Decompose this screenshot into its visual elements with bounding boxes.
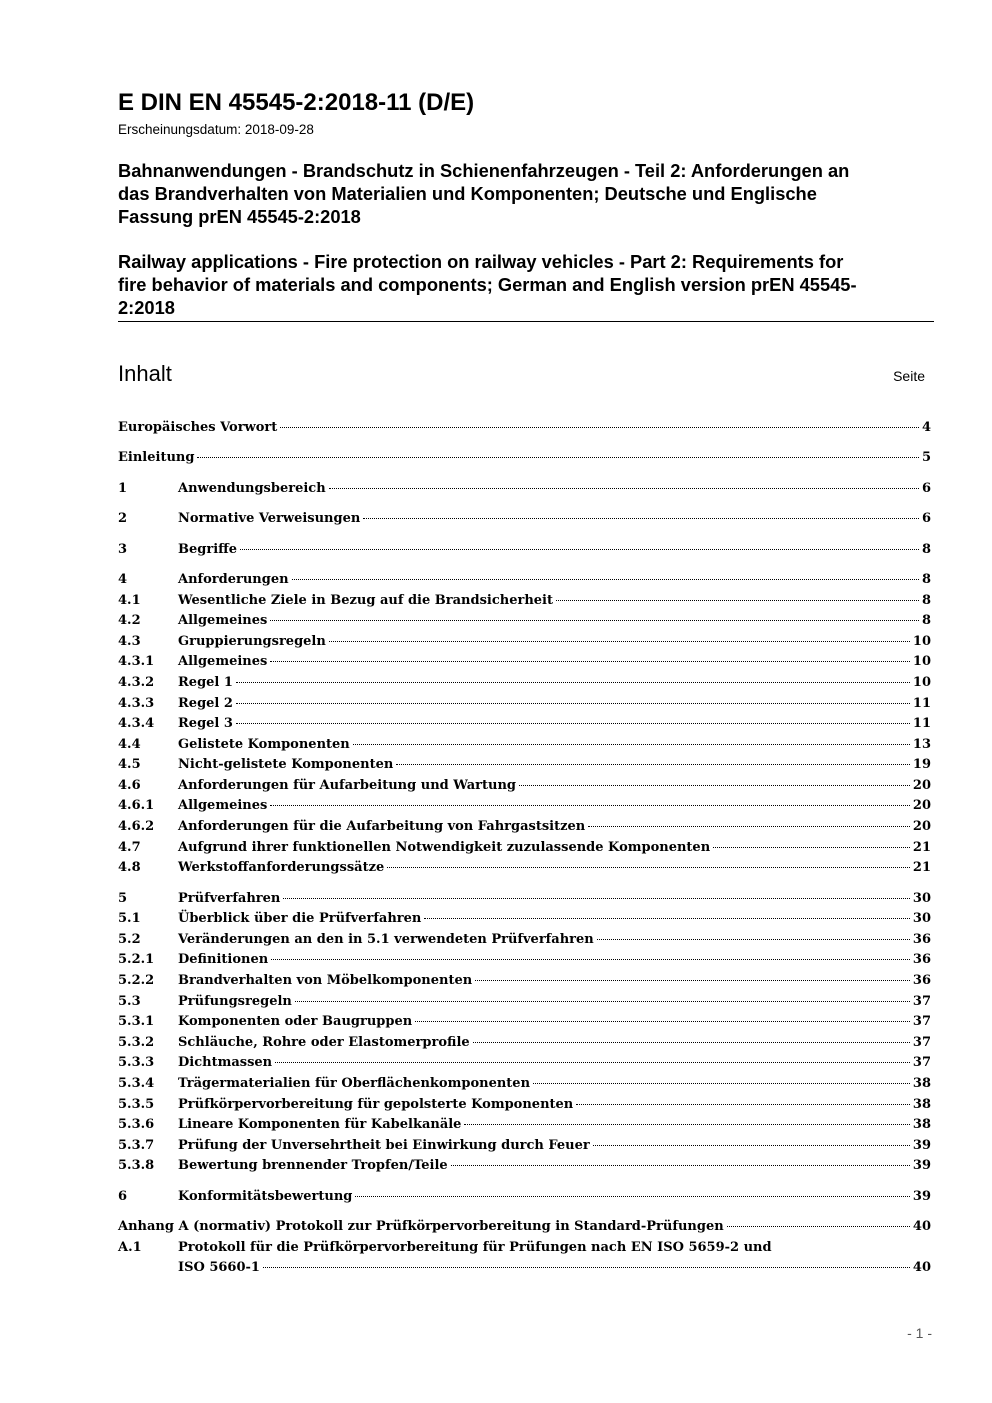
toc-dot-leader xyxy=(396,764,910,765)
toc-entry[interactable] xyxy=(118,838,931,859)
toc-dot-leader xyxy=(270,805,910,806)
toc-entry[interactable] xyxy=(118,714,931,735)
toc-entry-label: Dichtmassen xyxy=(178,1055,273,1071)
toc-entry-number: 5.3.4 xyxy=(118,1076,155,1091)
toc-entry-number: 4.3.4 xyxy=(118,716,155,732)
toc-entry-label: Schläuche, Rohre oder Elastomerprofile xyxy=(178,1034,470,1050)
header-divider xyxy=(118,321,934,322)
toc-entry-number: 4.4 xyxy=(118,736,141,752)
toc-dot-leader xyxy=(415,1021,910,1022)
toc-dot-leader xyxy=(295,1001,910,1002)
toc-dot-leader xyxy=(353,744,910,745)
toc-entry-number: 4.6.1 xyxy=(118,798,155,814)
toc-entry-number: 4.8 xyxy=(118,860,141,876)
toc-dot-leader xyxy=(387,867,910,868)
toc-entry-label: Lineare Komponenten für Kabelkanäle xyxy=(178,1117,462,1133)
toc-entry[interactable] xyxy=(118,694,931,715)
toc-entry[interactable] xyxy=(118,1115,931,1136)
toc-entry[interactable] xyxy=(118,1136,931,1157)
toc-entry-page: 19 xyxy=(912,757,931,773)
toc-entry-label: Prüfung der Unversehrtheit bei Einwirkung durch Feuer xyxy=(178,1137,590,1153)
toc-entry-page: 20 xyxy=(912,777,931,793)
toc-entry-number: 4.5 xyxy=(118,757,141,773)
toc-entry-label: Definitionen xyxy=(178,952,269,968)
toc-entry-page: 39 xyxy=(912,1137,931,1153)
toc-dot-leader xyxy=(329,641,910,642)
toc-entry-label: Aufgrund ihrer funktionellen Notwendigkeit zuzulassende Komponenten xyxy=(178,839,711,855)
toc-entry-number: 3 xyxy=(118,541,128,557)
toc-entry-label: Prüfkörpervorbereitung für gepolsterte Komponenten xyxy=(178,1096,574,1112)
toc-dot-leader xyxy=(556,600,919,601)
toc-entry-number: 4.3.3 xyxy=(118,695,155,711)
toc-entry-number: 5.2.2 xyxy=(118,973,155,989)
toc-entry-number: 6 xyxy=(118,1188,128,1204)
toc-entry[interactable] xyxy=(118,796,931,817)
toc-entry-label: Brandverhalten von Möbelkomponenten xyxy=(178,973,473,989)
toc-entry-page: 37 xyxy=(912,993,931,1009)
toc-entry-number: 2 xyxy=(118,511,128,527)
toc-entry-page: 39 xyxy=(912,1188,931,1204)
toc-entry[interactable] xyxy=(118,992,931,1013)
toc-entry-continuation[interactable] xyxy=(118,1258,931,1279)
title-english-line: fire behavior of materials and components; German and English version prEN 45545- xyxy=(118,274,857,295)
toc-entry[interactable] xyxy=(118,755,931,776)
toc-entry-label: ISO 5660-1 xyxy=(178,1260,260,1276)
toc-entry-number: 5.3.5 xyxy=(118,1096,155,1112)
toc-entry-number: 4.2 xyxy=(118,613,141,629)
toc-heading: Inhalt xyxy=(118,361,172,386)
toc-entry-page: 11 xyxy=(912,716,931,732)
toc-entry-label: Veränderungen an den in 5.1 verwendeten Prüfverfahren xyxy=(178,931,594,947)
toc-entry-page: 38 xyxy=(912,1096,931,1112)
toc-entry-page: 38 xyxy=(912,1117,931,1133)
toc-entry-number: 4.3.2 xyxy=(118,674,155,690)
toc-dot-leader xyxy=(263,1267,910,1268)
toc-entry-page: 37 xyxy=(912,1014,931,1030)
toc-entry-page: 38 xyxy=(912,1076,931,1091)
title-english-line: Railway applications - Fire protection on railway vehicles - Part 2: Requirements for xyxy=(118,251,844,272)
toc-entry-page: 30 xyxy=(912,911,931,927)
toc-entry[interactable] xyxy=(118,540,931,561)
toc-entry[interactable] xyxy=(118,1095,931,1116)
toc-entry[interactable] xyxy=(118,479,931,500)
toc-entry-number: 4 xyxy=(118,571,128,587)
toc-entry[interactable] xyxy=(118,735,931,756)
toc-entry-number: 4.6.2 xyxy=(118,819,155,835)
toc-entry-label: Regel 2 xyxy=(178,695,233,711)
toc-entry[interactable] xyxy=(118,1187,931,1208)
toc-entry-page: 8 xyxy=(921,571,931,587)
toc-dot-leader xyxy=(588,826,910,827)
toc-entry-number: 4.7 xyxy=(118,839,141,855)
toc-entry-page: 21 xyxy=(912,839,931,855)
page-number: - 1 - xyxy=(907,1325,932,1341)
title-english xyxy=(118,250,938,319)
toc-entry-label: Bewertung brennender Tropfen/Teile xyxy=(178,1158,448,1174)
toc-entry-page: 5 xyxy=(921,450,931,466)
toc-dot-leader xyxy=(355,1196,910,1197)
toc-entry[interactable] xyxy=(118,817,931,838)
toc-entry-number: A.1 xyxy=(118,1239,142,1255)
toc-dot-leader xyxy=(270,661,910,662)
toc-entry-label: Anforderungen für die Aufarbeitung von Fahrgastsitzen xyxy=(178,819,586,835)
toc-entry-page: 39 xyxy=(912,1158,931,1174)
toc-entry-label: Konformitätsbewertung xyxy=(178,1188,353,1204)
toc-entry[interactable] xyxy=(118,1238,931,1259)
toc-entry[interactable] xyxy=(118,1217,931,1238)
toc-entry[interactable] xyxy=(118,930,931,951)
toc-entry-number: 4.1 xyxy=(118,592,141,608)
toc-dot-leader xyxy=(363,518,919,519)
toc-entry-label: Einleitung xyxy=(118,450,195,466)
toc-dot-leader xyxy=(727,1226,910,1227)
title-german xyxy=(118,159,938,228)
toc-entry-page: 4 xyxy=(921,420,931,435)
toc-entry-page: 40 xyxy=(912,1260,931,1276)
toc-entry[interactable] xyxy=(118,909,931,930)
toc-entry-page: 10 xyxy=(912,654,931,670)
toc-entry-label: Anwendungsbereich xyxy=(178,480,326,496)
toc-entry-number: 5 xyxy=(118,890,128,906)
toc-entry[interactable] xyxy=(118,509,931,530)
toc-dot-leader xyxy=(473,1042,910,1043)
toc-entry-number: 4.3.1 xyxy=(118,654,155,670)
toc-entry-label: Prüfungsregeln xyxy=(178,993,292,1009)
toc-dot-leader xyxy=(464,1124,909,1125)
title-german-line: Fassung prEN 45545-2:2018 xyxy=(118,206,361,227)
toc-entry-page: 10 xyxy=(912,674,931,690)
toc-entry-number: 1 xyxy=(118,480,128,496)
toc-entry[interactable] xyxy=(118,418,931,439)
toc-entry-label: Gruppierungsregeln xyxy=(178,633,326,649)
toc-entry-label: Anhang A (normativ) Protokoll zur Prüfkörpervorbereitung in Standard-Prüfungen xyxy=(118,1219,724,1235)
toc-entry-label: Allgemeines xyxy=(178,798,268,814)
toc-entry-number: 4.3 xyxy=(118,633,141,649)
toc-entry[interactable] xyxy=(118,1074,931,1095)
toc-entry-page: 11 xyxy=(912,695,931,711)
toc-entry-label: Allgemeines xyxy=(178,654,268,670)
toc-entry-number: 5.3.3 xyxy=(118,1055,155,1071)
toc-entry-number: 4.6 xyxy=(118,777,141,793)
toc-dot-leader xyxy=(713,847,910,848)
title-german-line: Bahnanwendungen - Brandschutz in Schienenfahrzeugen - Teil 2: Anforderungen an xyxy=(118,160,850,181)
toc-entry[interactable] xyxy=(118,448,931,469)
toc-entry-page: 6 xyxy=(921,511,931,527)
toc-entry-number: 5.3.1 xyxy=(118,1014,155,1030)
toc-dot-leader xyxy=(424,918,910,919)
toc-entry-page: 36 xyxy=(912,973,931,989)
toc-entry-label: Normative Verweisungen xyxy=(178,511,361,527)
toc-entry-page: 36 xyxy=(912,952,931,968)
toc-entry[interactable] xyxy=(118,1012,931,1033)
toc-entry-label: Gelistete Komponenten xyxy=(178,736,350,752)
toc-entry-number: 5.3 xyxy=(118,993,141,1009)
toc-entry-label: Anforderungen xyxy=(178,571,289,587)
toc-entry-page: 20 xyxy=(912,798,931,814)
toc-entry-label: Wesentliche Ziele in Bezug auf die Brandsicherheit xyxy=(178,592,553,608)
table-of-contents xyxy=(118,418,931,1279)
toc-entry[interactable] xyxy=(118,632,931,653)
toc-entry[interactable] xyxy=(118,673,931,694)
toc-dot-leader xyxy=(593,1145,910,1146)
toc-entry[interactable] xyxy=(118,591,931,612)
toc-dot-leader xyxy=(240,549,919,550)
toc-dot-leader xyxy=(271,959,910,960)
toc-entry-label: Nicht-gelistete Komponenten xyxy=(178,757,394,773)
toc-entry-page: 36 xyxy=(912,931,931,947)
toc-entry-number: 5.3.2 xyxy=(118,1034,155,1050)
toc-dot-leader xyxy=(236,723,910,724)
toc-page-column-label: Seite xyxy=(893,368,925,384)
toc-entry[interactable] xyxy=(118,776,931,797)
toc-entry-page: 37 xyxy=(912,1034,931,1050)
toc-entry-page: 37 xyxy=(912,1055,931,1071)
toc-dot-leader xyxy=(292,579,919,580)
toc-entry[interactable] xyxy=(118,889,931,910)
toc-entry[interactable] xyxy=(118,950,931,971)
toc-entry-number: 5.2 xyxy=(118,931,141,947)
toc-dot-leader xyxy=(597,939,910,940)
toc-entry-page: 30 xyxy=(912,890,931,906)
toc-entry[interactable] xyxy=(118,1156,931,1177)
toc-dot-leader xyxy=(270,620,919,621)
toc-dot-leader xyxy=(236,682,910,683)
toc-dot-leader xyxy=(475,980,910,981)
toc-entry-page: 10 xyxy=(912,633,931,649)
toc-entry-label: Werkstoffanforderungssätze xyxy=(178,860,385,876)
toc-entry-number: 5.1 xyxy=(118,911,141,927)
toc-dot-leader xyxy=(280,427,919,428)
toc-entry-label: Allgemeines xyxy=(178,613,268,629)
toc-dot-leader xyxy=(533,1083,910,1084)
toc-dot-leader xyxy=(275,1062,910,1063)
toc-dot-leader xyxy=(197,457,919,458)
toc-entry-label: Begriffe xyxy=(178,541,238,557)
toc-entry-page: 13 xyxy=(912,736,931,752)
toc-entry-number: 5.3.7 xyxy=(118,1137,155,1153)
toc-dot-leader xyxy=(451,1165,910,1166)
toc-entry-page: 21 xyxy=(912,860,931,876)
toc-entry-label: Komponenten oder Baugruppen xyxy=(178,1014,413,1030)
toc-entry-label: Anforderungen für Aufarbeitung und Wartung xyxy=(178,777,517,793)
toc-dot-leader xyxy=(519,785,910,786)
toc-entry-page: 8 xyxy=(921,592,931,608)
toc-entry[interactable] xyxy=(118,1033,931,1054)
toc-entry[interactable] xyxy=(118,1053,931,1074)
publication-date: Erscheinungsdatum: 2018-09-28 xyxy=(118,122,314,137)
toc-entry-label: Protokoll für die Prüfkörpervorbereitung für Prüfungen nach EN ISO 5659-2 und xyxy=(178,1239,772,1255)
toc-entry-number: 5.3.6 xyxy=(118,1117,155,1133)
toc-dot-leader xyxy=(236,703,910,704)
toc-entry[interactable] xyxy=(118,570,931,591)
toc-entry[interactable] xyxy=(118,611,931,632)
toc-entry[interactable] xyxy=(118,858,931,879)
toc-entry-label: Trägermaterialien für Oberflächenkomponenten xyxy=(178,1076,531,1091)
document-id: E DIN EN 45545-2:2018-11 (D/E) xyxy=(118,89,475,116)
toc-entry-label: Europäisches Vorwort xyxy=(118,420,278,435)
toc-dot-leader xyxy=(329,488,919,489)
toc-entry-label: Überblick über die Prüfverfahren xyxy=(178,911,422,927)
toc-entry-page: 20 xyxy=(912,819,931,835)
toc-entry-page: 8 xyxy=(921,541,931,557)
toc-entry[interactable] xyxy=(118,652,931,673)
toc-entry-number: 5.2.1 xyxy=(118,952,155,968)
toc-entry-label: Prüfverfahren xyxy=(178,890,281,906)
toc-dot-leader xyxy=(576,1104,910,1105)
toc-entry-page: 40 xyxy=(912,1219,931,1235)
toc-entry-page: 6 xyxy=(921,480,931,496)
title-english-line: 2:2018 xyxy=(118,297,175,318)
toc-entry[interactable] xyxy=(118,971,931,992)
title-german-line: das Brandverhalten von Materialien und Komponenten; Deutsche und Englische xyxy=(118,183,817,204)
toc-entry-label: Regel 3 xyxy=(178,716,233,732)
toc-entry-page: 8 xyxy=(921,613,931,629)
toc-entry-number: 5.3.8 xyxy=(118,1158,155,1174)
toc-entry-label: Regel 1 xyxy=(178,674,233,690)
toc-dot-leader xyxy=(283,898,910,899)
